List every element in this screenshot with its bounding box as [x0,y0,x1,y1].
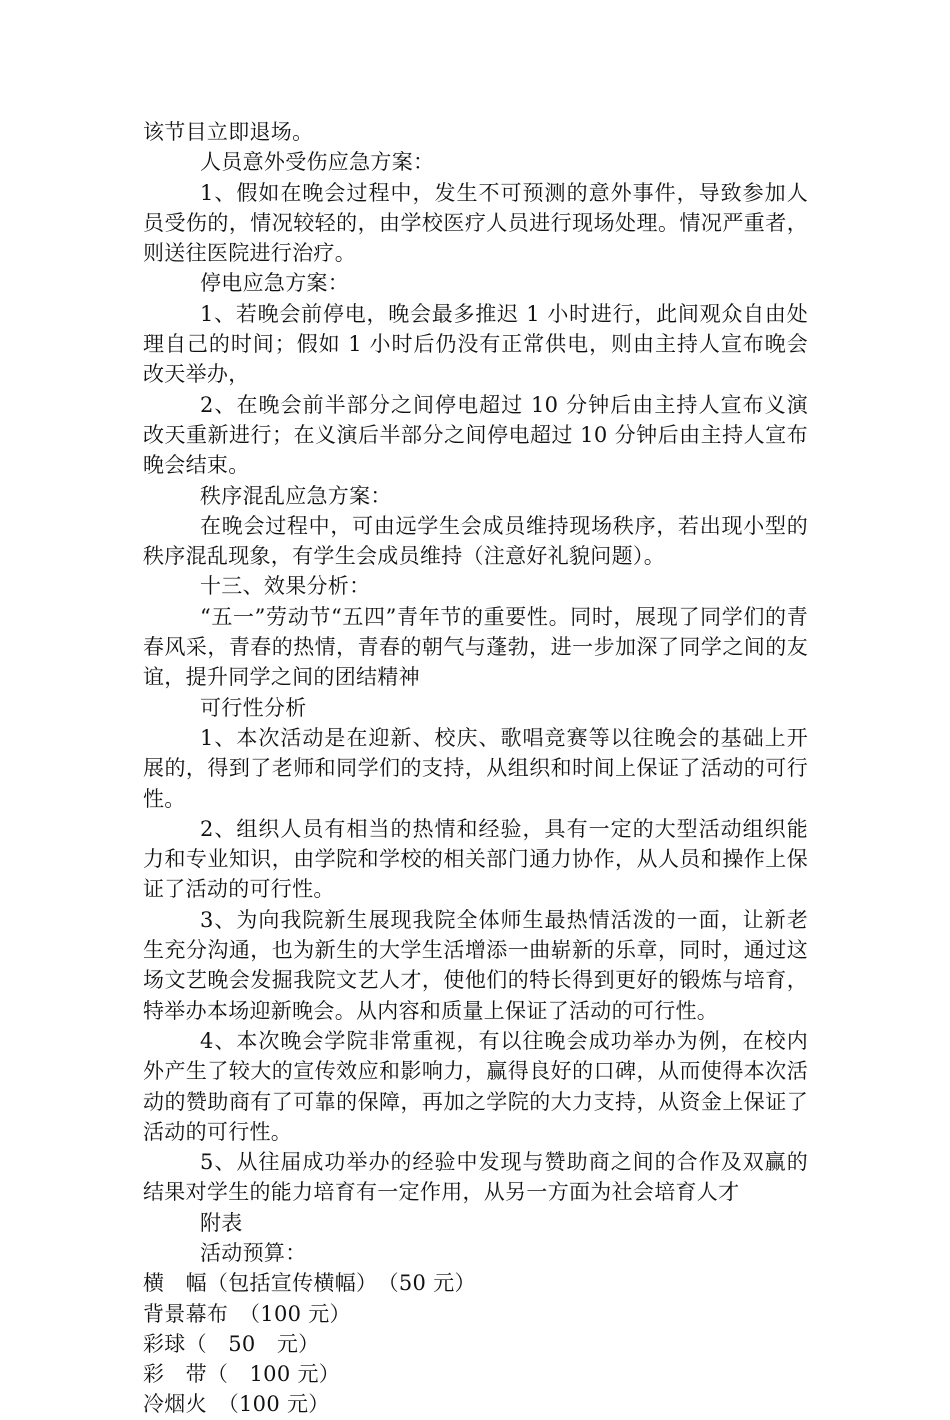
heading-feasibility: 可行性分析 [200,695,307,720]
budget-item-banner: 横 幅（包括宣传横幅） （50 元） [143,1271,476,1296]
heading-budget: 活动预算： [200,1240,307,1265]
paragraph-continuation: 该节目立即退场。 [143,120,314,144]
paragraph-outage-2: 2、在晚会前半部分之间停电超过 10 分钟后由主持人宣布义演改天重新进行；在义演后半部分之间停电超过 10 分钟后由主持人宣布晚会结束。 [143,392,808,478]
paragraph-outage-1: 1、若晚会前停电，晚会最多推迟 1 小时进行，此间观众自由处理自己的时间；假如 1 小时后仍没有正常供电，则由主持人宣布晚会改天举办， [143,301,808,387]
document-body [143,117,808,1420]
heading-injury-plan: 人员意外受伤应急方案： [200,150,435,175]
heading-power-outage-plan: 停电应急方案： [200,271,350,296]
paragraph-feasibility-4: 4、本次晚会学院非常重视，有以往晚会成功举办为例，在校内外产生了较大的宣传效应和影响力，赢得良好的口碑，从而使得本次活动的赞助商有了可靠的保障，再加之学院的大力支持，从资金上保证了活动的可行性。 [143,1028,808,1144]
paragraph-injury-1: 1、假如在晚会过程中，发生不可预测的意外事件，导致参加人员受伤的，情况较轻的，由学校医疗人员进行现场处理。情况严重者，则送往医院进行治疗。 [143,180,808,266]
paragraph-feasibility-5: 5、从往届成功举办的经验中发现与赞助商之间的合作及双赢的结果对学生的能力培育有一定作用，从另一方面为社会培育人才 [143,1150,808,1205]
paragraph-feasibility-1: 1、本次活动是在迎新、校庆、歌唱竞赛等以往晚会的基础上开展的，得到了老师和同学们的支持，从组织和时间上保证了活动的可行性。 [143,725,808,811]
paragraph-disorder: 在晚会过程中，可由远学生会成员维持现场秩序，若出现小型的秩序混乱现象，有学生会成员维持（注意好礼貌问题）。 [143,513,808,569]
budget-item-backdrop: 背景幕布 （100 元） [143,1301,351,1326]
paragraph-feasibility-2: 2、组织人员有相当的热情和经验，具有一定的大型活动组织能力和专业知识，由学院和学校的相关部门通力协作，从人员和操作上保证了活动的可行性。 [143,816,808,902]
budget-item-cold-fireworks: 冷烟火 （100 元） [143,1392,330,1417]
budget-item-balloons: 彩球（ 50 元） [143,1331,320,1356]
budget-item-ribbons: 彩 带（ 100 元） [143,1362,341,1387]
heading-disorder-plan: 秩序混乱应急方案： [200,483,392,508]
heading-appendix: 附表 [200,1210,243,1235]
paragraph-feasibility-3: 3、为向我院新生展现我院全体师生最热情活泼的一面，让新老生充分沟通，也为新生的大学生活增添一曲崭新的乐章，同时，通过这场文艺晚会发掘我院文艺人才，使他们的特长得到更好的锻炼与培育，特举办本场迎新晚会。从内容和质量上保证了活动的可行性。 [143,907,808,1023]
heading-effect-analysis: 十三、效果分析： [200,574,371,599]
paragraph-effect: “五一”劳动节“五四”青年节的重要性。同时，展现了同学们的青春风采，青春的热情，青春的朝气与蓬勃，进一步加深了同学之间的友谊，提升同学之间的团结精神 [143,604,808,690]
